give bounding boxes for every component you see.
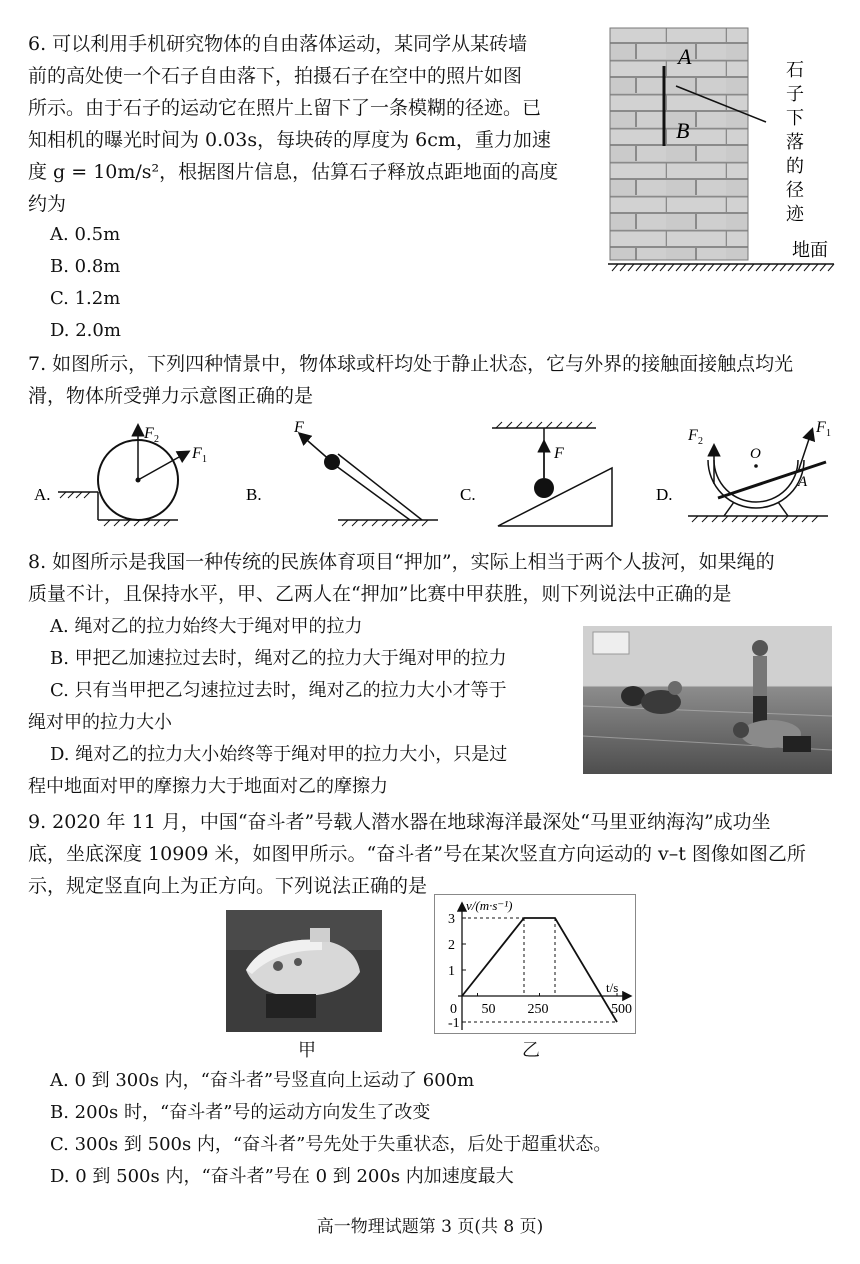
y-axis-label: v/(m·s⁻¹) [466, 898, 513, 913]
trace-label-char: 径 [786, 180, 804, 200]
svg-text:1: 1 [202, 454, 207, 465]
svg-text:F: F [816, 419, 826, 436]
page-footer: 高一物理试题第 3 页(共 8 页) [316, 1217, 544, 1237]
tug-of-war-photo [583, 626, 832, 774]
q8-option-b: B. 甲把乙加速拉过去时，绳对乙的拉力大于绳对甲的拉力 [50, 648, 507, 669]
trace-label-char: 迹 [786, 204, 804, 224]
q9-line: 示，规定竖直向上为正方向。下列说法正确的是 [28, 875, 428, 897]
ground-hatch [612, 264, 834, 271]
q9-option-c: C. 300s 到 500s 内，“奋斗者”号先处于失重状态，后处于超重状态。 [50, 1134, 612, 1155]
caption-yi: 乙 [522, 1040, 540, 1061]
svg-text:F: F [144, 425, 154, 442]
q6-line: 6. 可以利用手机研究物体的自由落体运动，某同学从某砖墙 [28, 33, 528, 55]
q6-line: 前的高处使一个石子自由落下，拍摄石子在空中的照片如图 [28, 65, 523, 87]
svg-text:1: 1 [826, 428, 831, 439]
q8-line: 8. 如图所示是我国一种传统的民族体育项目“押加”，实际上相当于两个人拔河，如果绳的 [28, 551, 775, 573]
x-tick-label: 250 [527, 1002, 549, 1017]
figure-d [656, 419, 831, 522]
q9-line: 9. 2020 年 11 月，中国“奋斗者”号载人潜水器在地球海洋最深处“马里亚纳海沟”成功坐 [28, 811, 771, 833]
figure-c [460, 422, 612, 526]
q9-line: 底，坐底深度 10909 米，如图甲所示。“奋斗者”号在某次竖直方向运动的 v–t 图像如图乙所 [28, 843, 806, 865]
q8-option-a: A. 绳对乙的拉力始终大于绳对甲的拉力 [50, 616, 363, 637]
x-tick-label: 0 [450, 1002, 457, 1017]
rod [718, 462, 826, 498]
y-tick-label: -1 [448, 1016, 460, 1031]
q6-option-d: D. 2.0m [50, 320, 121, 341]
svg-text:2: 2 [154, 434, 159, 445]
svg-text:F: F [294, 419, 304, 436]
svg-text:C.: C. [460, 485, 476, 504]
q6-line: 约为 [28, 193, 67, 215]
q6-option-a: A. 0.5m [50, 224, 121, 245]
x-tick-label: 50 [481, 1002, 496, 1017]
y-tick-label: 3 [448, 912, 455, 927]
q6-line: 度 g = 10m/s²，根据图片信息，估算石子释放点距地面的高度 [28, 161, 559, 183]
y-tick-label: 1 [448, 964, 455, 979]
q8-option-d-cont: 程中地面对甲的摩擦力大于地面对乙的摩擦力 [28, 776, 388, 797]
q8-option-d: D. 绳对乙的拉力大小始终等于绳对甲的拉力大小，只是过 [50, 744, 508, 765]
trace-label-char: 落 [786, 132, 804, 152]
q6-line: 知相机的曝光时间为 0.03s，每块砖的厚度为 6cm，重力加速 [28, 129, 551, 151]
q8-option-c-cont: 绳对甲的拉力大小 [28, 712, 172, 733]
svg-text:2: 2 [698, 436, 703, 447]
label-a: A [678, 44, 692, 69]
ground-label: 地面 [792, 240, 828, 260]
trace-label-char: 下 [786, 108, 804, 128]
ball [534, 478, 554, 498]
brick-wall-figure [606, 26, 836, 276]
q9-option-d: D. 0 到 500s 内，“奋斗者”号在 0 到 200s 内加速度最大 [50, 1166, 514, 1187]
q7-line: 7. 如图所示，下列四种情景中，物体球或杆均处于静止状态，它与外界的接触面接触点均光 [28, 353, 794, 375]
y-tick-label: 2 [448, 938, 455, 953]
vt-chart [434, 894, 636, 1034]
caption-jia: 甲 [298, 1040, 316, 1061]
q6-option-c: C. 1.2m [50, 288, 121, 309]
q6-option-b: B. 0.8m [50, 256, 121, 277]
q7-figures [28, 416, 834, 538]
label-b: B [676, 118, 690, 143]
svg-text:O: O [750, 446, 761, 462]
trace-label-char: 的 [786, 156, 804, 176]
x-tick-label: 500 [611, 1002, 632, 1017]
q9-option-a: A. 0 到 300s 内，“奋斗者”号竖直向上运动了 600m [50, 1070, 475, 1091]
q6-line: 所示。由于石子的运动它在照片上留下了一条模糊的径迹。已 [28, 97, 542, 119]
svg-text:F: F [554, 445, 564, 462]
submersible-photo [226, 910, 382, 1032]
svg-text:A.: A. [34, 485, 51, 504]
q9-option-b: B. 200s 时，“奋斗者”号的运动方向发生了改变 [50, 1102, 431, 1123]
q8-line: 质量不计，且保持水平，甲、乙两人在“押加”比赛中甲获胜，则下列说法中正确的是 [28, 583, 732, 605]
figure-a [34, 425, 207, 526]
trace-label-char: 石 [786, 60, 804, 80]
q7-line: 滑，物体所受弹力示意图正确的是 [28, 385, 314, 407]
svg-text:D.: D. [656, 485, 673, 504]
svg-text:B.: B. [246, 485, 262, 504]
svg-text:F: F [192, 445, 202, 462]
svg-text:A: A [798, 474, 808, 490]
x-axis-label: t/s [606, 980, 619, 995]
svg-text:F: F [688, 427, 698, 444]
figure-b [246, 419, 438, 526]
trace-label-char: 子 [786, 84, 804, 104]
q8-option-c: C. 只有当甲把乙匀速拉过去时，绳对乙的拉力大小才等于 [50, 680, 507, 701]
